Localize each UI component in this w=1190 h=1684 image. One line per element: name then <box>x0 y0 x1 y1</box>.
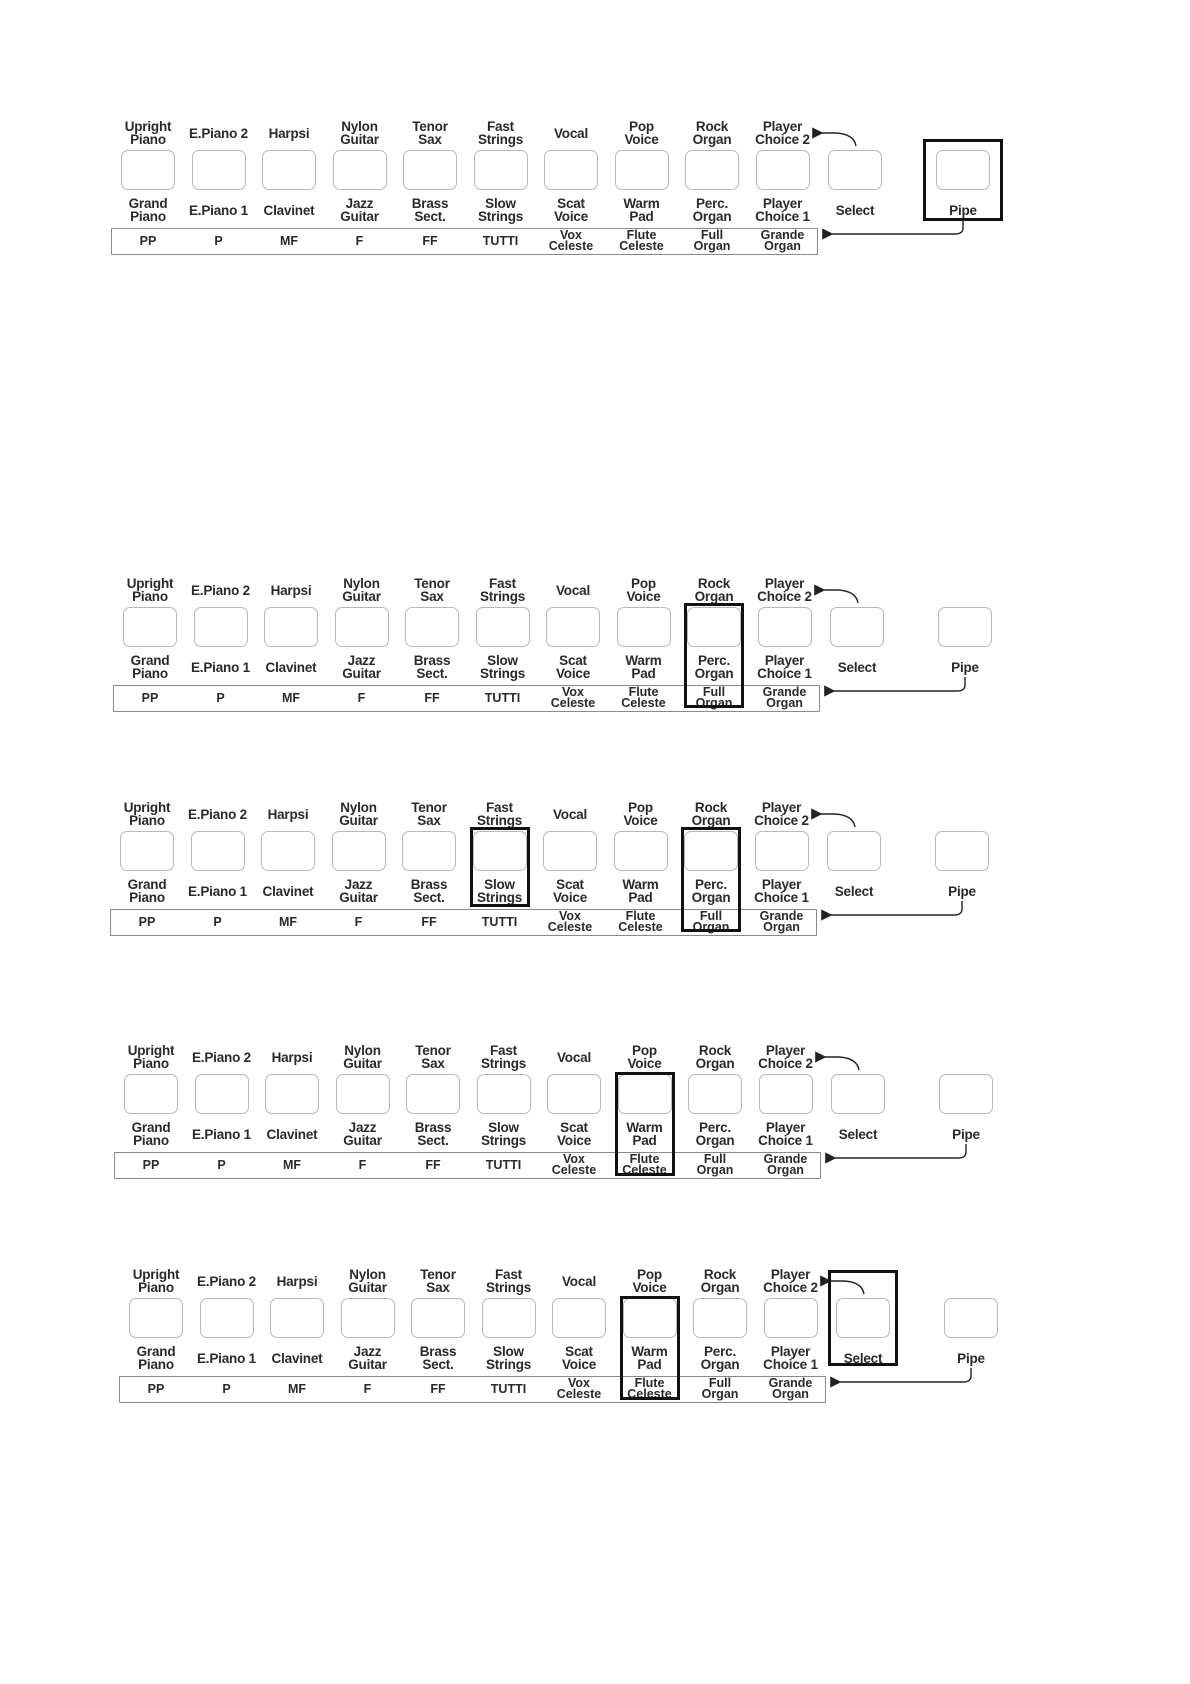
lower-voice-label-line: Clavinet <box>262 884 314 899</box>
lower-voice-label-line: Pad <box>637 1357 662 1372</box>
upper-voice-label-line: Nylon <box>340 800 377 815</box>
pipe-return-arrow <box>835 1144 966 1158</box>
select-label: Select <box>835 203 875 218</box>
pipe-label: Pipe <box>952 1127 980 1142</box>
upper-voice-label-line: Pop <box>628 800 653 815</box>
lower-voice-label-line: Guitar <box>340 209 379 224</box>
lower-voice-label-line: Organ <box>694 666 734 681</box>
dynamic-label-line: Organ <box>767 1163 804 1177</box>
dynamic-label-line: Organ <box>692 920 730 934</box>
lower-voice-label-line: Slow <box>484 877 515 892</box>
pipe-return-arrow <box>834 677 965 691</box>
dynamic-label-line: Grande <box>768 1376 813 1390</box>
lower-voice-label-line: E.Piano 1 <box>192 1127 251 1142</box>
upper-voice-label-line: Nylon <box>344 1043 381 1058</box>
panel-diagram-5 <box>119 1268 1190 1468</box>
lower-voice-label-line: Warm <box>625 653 662 668</box>
upper-voice-label-line: Harpsi <box>267 807 309 822</box>
lower-voice-label-line: E.Piano 1 <box>197 1351 256 1366</box>
lower-voice-label-line: Voice <box>555 666 591 681</box>
lower-voice-label-line: Jazz <box>345 196 374 211</box>
upper-voice-label-line: Voice <box>632 1280 667 1295</box>
dynamic-label-line: Full <box>700 228 724 242</box>
lower-voice-label-line: Grand <box>131 1120 171 1135</box>
lower-voice-label-line: Piano <box>133 1133 169 1148</box>
upper-voice-label-line: Voice <box>626 589 661 604</box>
select-label: Select <box>837 660 877 675</box>
upper-voice-label-line: Choice 2 <box>763 1280 818 1295</box>
dynamic-label-line: Organ <box>701 1387 739 1401</box>
upper-voice-label-line: Organ <box>700 1280 740 1295</box>
dynamic-label-line: Vox <box>562 685 584 699</box>
lower-voice-label-line: Perc. <box>703 1344 737 1359</box>
lower-voice-label-line: Perc. <box>694 877 728 892</box>
lower-voice-label-line: Jazz <box>353 1344 382 1359</box>
lower-voice-label-line: Piano <box>138 1357 174 1372</box>
dynamic-label-line: Full <box>703 1152 727 1166</box>
lower-voice-label-line: Brass <box>411 196 449 211</box>
lower-voice-label-line: Clavinet <box>271 1351 323 1366</box>
lower-voice-label-line: Pad <box>628 890 653 905</box>
upper-voice-label-line: Guitar <box>340 132 379 147</box>
upper-voice-label-line: Fast <box>486 800 513 815</box>
dynamic-label-line: FF <box>430 1382 446 1396</box>
upper-voice-label-line: Fast <box>489 576 516 591</box>
upper-voice-label-line: Pop <box>637 1267 662 1282</box>
lower-voice-label-line: Guitar <box>343 1133 382 1148</box>
dynamic-label-line: Celeste <box>622 1163 667 1177</box>
upper-voice-label-line: Voice <box>623 813 658 828</box>
dynamic-label-line: MF <box>287 1382 307 1396</box>
pipe-label: Pipe <box>951 660 979 675</box>
upper-voice-label-line: Fast <box>487 119 514 134</box>
upper-voice-label-line: Strings <box>479 589 526 604</box>
upper-voice-label-line: Upright <box>124 119 172 134</box>
arrow-indicators <box>111 120 1011 280</box>
select-cycle-arrow <box>822 133 856 146</box>
upper-voice-label-line: Piano <box>138 1280 174 1295</box>
panel-diagram-3 <box>110 801 1190 1001</box>
dynamic-label-line: TUTTI <box>482 234 519 248</box>
lower-voice-label-line: Player <box>762 196 803 211</box>
dynamic-label-line: Flute <box>629 1152 660 1166</box>
panel-diagram-4 <box>114 1044 1190 1244</box>
lower-voice-label-line: Scat <box>559 653 587 668</box>
dynamic-label-line: PP <box>147 1382 165 1396</box>
select-cycle-arrow <box>824 590 858 603</box>
upper-voice-label-line: Strings <box>477 132 524 147</box>
upper-voice-label-line: Piano <box>133 1056 169 1071</box>
lower-voice-label-line: Voice <box>556 1133 592 1148</box>
pipe-label: Pipe <box>948 884 976 899</box>
upper-voice-label-line: Piano <box>129 813 165 828</box>
panel-diagram-1 <box>111 120 1190 320</box>
lower-voice-label-line: Choice 1 <box>763 1357 818 1372</box>
dynamic-label-line: P <box>222 1382 231 1396</box>
lower-voice-label-line: Slow <box>485 196 516 211</box>
upper-voice-label-line: Pop <box>629 119 654 134</box>
dynamic-label-line: Celeste <box>551 1163 597 1177</box>
highlight-column-6 <box>470 827 530 907</box>
lower-voice-label-line: Voice <box>561 1357 597 1372</box>
lower-voice-label-line: Player <box>764 653 805 668</box>
lower-voice-label-line: Guitar <box>339 890 378 905</box>
lower-voice-label-line: Jazz <box>344 877 373 892</box>
upper-voice-label-line: Rock <box>698 1043 732 1058</box>
pipe-return-arrow <box>831 901 962 915</box>
select-label: Select <box>834 884 874 899</box>
upper-voice-label-line: Choice 2 <box>758 1056 813 1071</box>
dynamic-label-line: Organ <box>695 696 733 710</box>
upper-voice-label-line: Organ <box>692 132 732 147</box>
dynamic-label-line: MF <box>282 1158 302 1172</box>
dynamic-label-line: F <box>357 691 366 705</box>
dynamic-label-line: TUTTI <box>485 1158 522 1172</box>
upper-voice-label-line: Nylon <box>341 119 378 134</box>
lower-voice-label-line: Slow <box>488 1120 519 1135</box>
upper-voice-label-line: Tenor <box>415 1043 451 1058</box>
upper-voice-label-line: Piano <box>130 132 166 147</box>
lower-voice-label-line: E.Piano 1 <box>188 884 247 899</box>
dynamic-label-line: Grande <box>760 228 805 242</box>
upper-voice-label-line: Strings <box>476 813 523 828</box>
arrow-indicators <box>110 801 1010 961</box>
upper-voice-label-line: Harpsi <box>270 583 312 598</box>
lower-voice-label-line: Pad <box>632 1133 657 1148</box>
lower-voice-label-line: Scat <box>565 1344 593 1359</box>
dynamic-label-line: Flute <box>628 685 659 699</box>
dynamic-label-line: MF <box>278 915 298 929</box>
dynamic-label-line: FF <box>424 691 440 705</box>
upper-voice-label-line: Choice 2 <box>755 132 810 147</box>
lower-voice-label-line: Grand <box>127 877 167 892</box>
lower-voice-label-line: Perc. <box>698 1120 732 1135</box>
lower-voice-label-line: Organ <box>700 1357 740 1372</box>
lower-voice-label-line: Piano <box>132 666 168 681</box>
upper-voice-label-line: Sax <box>421 1056 445 1071</box>
pipe-label: Pipe <box>957 1351 985 1366</box>
upper-voice-label-line: Guitar <box>342 589 381 604</box>
upper-voice-label-line: Tenor <box>414 576 450 591</box>
lower-voice-label-line: Brass <box>410 877 448 892</box>
upper-voice-label-line: Choice 2 <box>757 589 812 604</box>
dynamic-label-line: Organ <box>763 920 800 934</box>
lower-voice-label-line: Sect. <box>413 890 445 905</box>
dynamic-label-line: Vox <box>563 1152 585 1166</box>
lower-voice-label-line: Perc. <box>695 196 729 211</box>
upper-voice-label-line: Nylon <box>343 576 380 591</box>
lower-voice-label-line: E.Piano 1 <box>189 203 248 218</box>
lower-voice-label-line: Choice 1 <box>755 209 810 224</box>
select-cycle-arrow <box>825 1057 859 1070</box>
lower-voice-label-line: Jazz <box>347 653 376 668</box>
highlight-select <box>828 1270 898 1366</box>
upper-voice-label-line: Piano <box>132 589 168 604</box>
arrow-indicators <box>113 577 1013 737</box>
dynamic-label-line: PP <box>142 1158 160 1172</box>
dynamic-label-line: PP <box>138 915 156 929</box>
dynamic-label-line: F <box>355 234 364 248</box>
upper-voice-label-line: Voice <box>624 132 659 147</box>
lower-voice-label-line: Sect. <box>417 1133 449 1148</box>
lower-voice-label-line: Sect. <box>422 1357 454 1372</box>
lower-voice-label-line: Strings <box>476 890 523 905</box>
dynamic-label-line: Celeste <box>548 239 594 253</box>
upper-voice-label-line: Sax <box>420 589 444 604</box>
lower-voice-label-line: Guitar <box>348 1357 387 1372</box>
dynamic-label-line: MF <box>281 691 301 705</box>
lower-voice-label-line: Organ <box>695 1133 735 1148</box>
highlight-column-9 <box>684 603 744 708</box>
upper-voice-label-line: Nylon <box>349 1267 386 1282</box>
upper-voice-label-line: Sax <box>418 132 442 147</box>
dynamic-label-line: P <box>213 915 222 929</box>
lower-voice-label-line: Warm <box>631 1344 668 1359</box>
dynamic-label-line: TUTTI <box>490 1382 527 1396</box>
lower-voice-label-line: Sect. <box>416 666 448 681</box>
lower-voice-label-line: Pad <box>631 666 656 681</box>
lower-voice-label-line: Guitar <box>342 666 381 681</box>
lower-voice-label-line: Voice <box>553 209 589 224</box>
pipe-return-arrow <box>832 220 963 234</box>
lower-voice-label-line: Grand <box>130 653 170 668</box>
upper-voice-label-line: Vocal <box>553 126 589 141</box>
lower-voice-label-line: Scat <box>556 877 584 892</box>
lower-voice-label-line: E.Piano 1 <box>191 660 250 675</box>
pipe-label: Pipe <box>949 203 977 218</box>
upper-voice-label-line: Organ <box>695 1056 735 1071</box>
upper-voice-label-line: Pop <box>631 576 656 591</box>
lower-voice-label-line: Warm <box>623 196 660 211</box>
upper-voice-label-line: Guitar <box>343 1056 382 1071</box>
upper-voice-label-line: E.Piano 2 <box>191 583 250 598</box>
upper-voice-label-line: Harpsi <box>268 126 310 141</box>
select-label: Select <box>838 1127 878 1142</box>
dynamic-label-line: F <box>354 915 363 929</box>
lower-voice-label-line: Perc. <box>697 653 731 668</box>
dynamic-label-line: Celeste <box>618 920 663 934</box>
highlight-column-9 <box>681 827 741 932</box>
dynamic-label-line: Organ <box>696 1163 734 1177</box>
dynamic-label-line: Celeste <box>619 239 664 253</box>
dynamic-label-line: Organ <box>693 239 731 253</box>
lower-voice-label-line: Organ <box>692 209 732 224</box>
upper-voice-label-line: Upright <box>132 1267 180 1282</box>
lower-voice-label-line: Scat <box>560 1120 588 1135</box>
dynamic-label-line: PP <box>139 234 157 248</box>
lower-voice-label-line: Clavinet <box>266 1127 318 1142</box>
lower-voice-label-line: Choice 1 <box>754 890 809 905</box>
dynamic-label-line: Organ <box>772 1387 809 1401</box>
lower-voice-label-line: Choice 1 <box>757 666 812 681</box>
lower-voice-label-line: Grand <box>128 196 168 211</box>
lower-voice-label-line: Brass <box>413 653 451 668</box>
upper-voice-label-line: Upright <box>127 1043 175 1058</box>
upper-voice-label-line: E.Piano 2 <box>192 1050 251 1065</box>
panel-diagram-2 <box>113 577 1190 777</box>
upper-voice-label-line: Sax <box>417 813 441 828</box>
lower-voice-label-line: Player <box>770 1344 811 1359</box>
dynamic-label-line: F <box>363 1382 372 1396</box>
lower-voice-label-line: Strings <box>479 666 526 681</box>
dynamic-label-line: Celeste <box>556 1387 602 1401</box>
dynamic-label-line: P <box>217 1158 226 1172</box>
dynamic-label-line: Organ <box>764 239 801 253</box>
lower-voice-label-line: Warm <box>626 1120 663 1135</box>
upper-voice-label-line: Pop <box>632 1043 657 1058</box>
upper-voice-label-line: Tenor <box>411 800 447 815</box>
highlight-column-8 <box>615 1072 675 1176</box>
dynamic-label-line: F <box>358 1158 367 1172</box>
upper-voice-label-line: Organ <box>694 589 734 604</box>
upper-voice-label-line: Upright <box>123 800 171 815</box>
upper-voice-label-line: Rock <box>695 119 729 134</box>
lower-voice-label-line: Pad <box>629 209 654 224</box>
upper-voice-label-line: Vocal <box>555 583 591 598</box>
dynamic-label-line: Vox <box>568 1376 590 1390</box>
lower-voice-label-line: Brass <box>419 1344 457 1359</box>
lower-voice-label-line: Strings <box>477 209 524 224</box>
dynamic-label-line: Vox <box>560 228 582 242</box>
upper-voice-label-line: Guitar <box>348 1280 387 1295</box>
dynamic-label-line: P <box>216 691 225 705</box>
upper-voice-label-line: Strings <box>485 1280 532 1295</box>
arrow-indicators <box>114 1044 1014 1204</box>
upper-voice-label-line: Harpsi <box>276 1274 318 1289</box>
lower-voice-label-line: Slow <box>493 1344 524 1359</box>
dynamic-label-line: Full <box>708 1376 732 1390</box>
lower-voice-label-line: Brass <box>414 1120 452 1135</box>
upper-voice-label-line: Player <box>765 1043 806 1058</box>
upper-voice-label-line: Vocal <box>561 1274 597 1289</box>
upper-voice-label-line: Voice <box>627 1056 662 1071</box>
dynamic-label-line: TUTTI <box>484 691 521 705</box>
upper-voice-label-line: E.Piano 2 <box>197 1274 256 1289</box>
lower-voice-label-line: Piano <box>129 890 165 905</box>
lower-voice-label-line: Voice <box>552 890 588 905</box>
upper-voice-label-line: Fast <box>490 1043 517 1058</box>
upper-voice-label-line: Rock <box>703 1267 737 1282</box>
dynamic-label-line: FF <box>421 915 437 929</box>
lower-voice-label-line: Strings <box>480 1133 527 1148</box>
dynamic-label-line: Celeste <box>550 696 596 710</box>
dynamic-label-line: Full <box>702 685 726 699</box>
lower-voice-label-line: Grand <box>136 1344 176 1359</box>
select-label: Select <box>843 1351 883 1366</box>
upper-voice-label-line: Choice 2 <box>754 813 809 828</box>
lower-voice-label-line: Organ <box>691 890 731 905</box>
upper-voice-label-line: Strings <box>480 1056 527 1071</box>
dynamic-label-line: Flute <box>634 1376 665 1390</box>
dynamic-label-line: Vox <box>559 909 581 923</box>
upper-voice-label-line: Player <box>762 119 803 134</box>
upper-voice-label-line: Fast <box>495 1267 522 1282</box>
upper-voice-label-line: Vocal <box>552 807 588 822</box>
dynamic-label-line: Organ <box>766 696 803 710</box>
upper-voice-label-line: Tenor <box>412 119 448 134</box>
upper-voice-label-line: Harpsi <box>271 1050 313 1065</box>
upper-voice-label-line: Guitar <box>339 813 378 828</box>
lower-voice-label-line: Player <box>765 1120 806 1135</box>
dynamic-label-line: Flute <box>625 909 656 923</box>
pipe-return-arrow <box>840 1368 971 1382</box>
dynamic-label-line: Celeste <box>627 1387 672 1401</box>
lower-voice-label-line: Jazz <box>348 1120 377 1135</box>
upper-voice-label-line: Sax <box>426 1280 450 1295</box>
lower-voice-label-line: Sect. <box>414 209 446 224</box>
lower-voice-label-line: Warm <box>622 877 659 892</box>
upper-voice-label-line: Upright <box>126 576 174 591</box>
lower-voice-label-line: Clavinet <box>263 203 315 218</box>
dynamic-label-line: Grande <box>759 909 804 923</box>
dynamic-label-line: Grande <box>763 1152 808 1166</box>
upper-voice-label-line: Vocal <box>556 1050 592 1065</box>
lower-voice-label-line: Scat <box>557 196 585 211</box>
lower-voice-label-line: Piano <box>130 209 166 224</box>
upper-voice-label-line: Rock <box>697 576 731 591</box>
lower-voice-label-line: Slow <box>487 653 518 668</box>
dynamic-label-line: P <box>214 234 223 248</box>
upper-voice-label-line: Tenor <box>420 1267 456 1282</box>
upper-voice-label-line: E.Piano 2 <box>189 126 248 141</box>
dynamic-label-line: Celeste <box>547 920 593 934</box>
upper-voice-label-line: Player <box>764 576 805 591</box>
dynamic-label-line: TUTTI <box>481 915 518 929</box>
lower-voice-label-line: Clavinet <box>265 660 317 675</box>
select-cycle-arrow <box>821 814 855 827</box>
lower-voice-label-line: Choice 1 <box>758 1133 813 1148</box>
dynamic-label-line: Flute <box>626 228 657 242</box>
upper-voice-label-line: Player <box>761 800 802 815</box>
upper-voice-label-line: Rock <box>694 800 728 815</box>
dynamic-label-line: MF <box>279 234 299 248</box>
highlight-pipe <box>923 139 1003 221</box>
dynamic-label-line: FF <box>422 234 438 248</box>
lower-voice-label-line: Strings <box>485 1357 532 1372</box>
highlight-column-8 <box>620 1296 680 1400</box>
dynamic-label-line: Full <box>699 909 723 923</box>
dynamic-label-line: Celeste <box>621 696 666 710</box>
dynamic-label-line: FF <box>425 1158 441 1172</box>
upper-voice-label-line: Organ <box>691 813 731 828</box>
upper-voice-label-line: E.Piano 2 <box>188 807 247 822</box>
lower-voice-label-line: Player <box>761 877 802 892</box>
dynamic-label-line: Grande <box>762 685 807 699</box>
dynamic-label-line: PP <box>141 691 159 705</box>
upper-voice-label-line: Player <box>770 1267 811 1282</box>
